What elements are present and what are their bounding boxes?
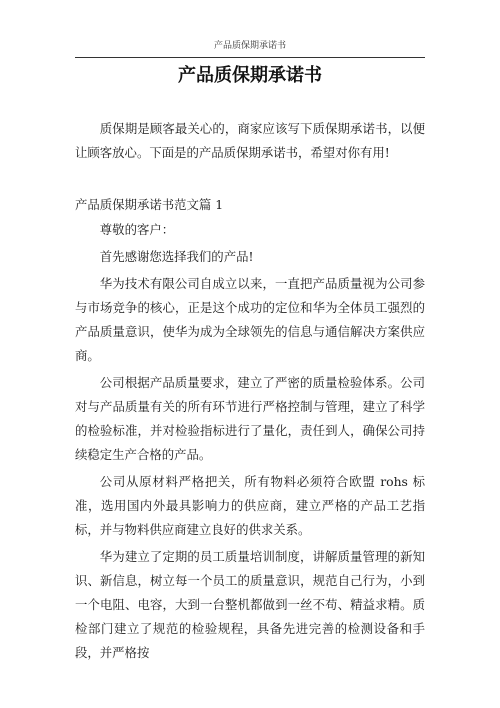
intro-block	[75, 117, 425, 165]
paragraph: 公司从原材料严格把关，所有物料必须符合欧盟 rohs 标准，选用国内外最具影响力的供应商，建立严格的产品工艺指标，并与物料供应商建立良好的供求关系。	[75, 474, 425, 537]
intro-paragraph: 质保期是顾客最关心的，商家应该写下质保期承诺书，以便让顾客放心。下面是的产品质保期承诺书，希望对你有用!	[75, 121, 425, 160]
document-title: 产品质保期承诺书	[178, 65, 322, 86]
paragraph: 华为建立了定期的员工质量培训制度，讲解质量管理的新知识、新信息，树立每一个员工的质量意识，规范自己行为，小到一个电阻、电容，大到一台整机都做到一丝不苟、精益求精。质检部门建立了规范的检验规程，具备先进完善的检测设备和手段，并严格按	[75, 549, 425, 660]
header-rule	[75, 57, 425, 58]
section-title: 产品质保期承诺书范文篇 1	[75, 197, 224, 212]
letter-body	[75, 218, 425, 668]
salutation: 尊敬的客户：	[99, 222, 175, 237]
paragraph: 华为技术有限公司自成立以来，一直把产品质量视为公司参与市场竞争的核心，正是这个成功的定位和华为全体员工强烈的产品质量意识，使华为成为全球领先的信息与通信解决方案供应商。	[75, 276, 425, 363]
paragraph: 公司根据产品质量要求，建立了严密的质量检验体系。公司对与产品质量有关的所有环节进行严格控制与管理，建立了科学的检验标准，并对检验指标进行了量化，责任到人，确保公司持续稳定生产合格的产品。	[75, 375, 425, 462]
paragraph: 首先感谢您选择我们的产品!	[99, 249, 254, 264]
running-header: 产品质保期承诺书	[213, 41, 286, 51]
